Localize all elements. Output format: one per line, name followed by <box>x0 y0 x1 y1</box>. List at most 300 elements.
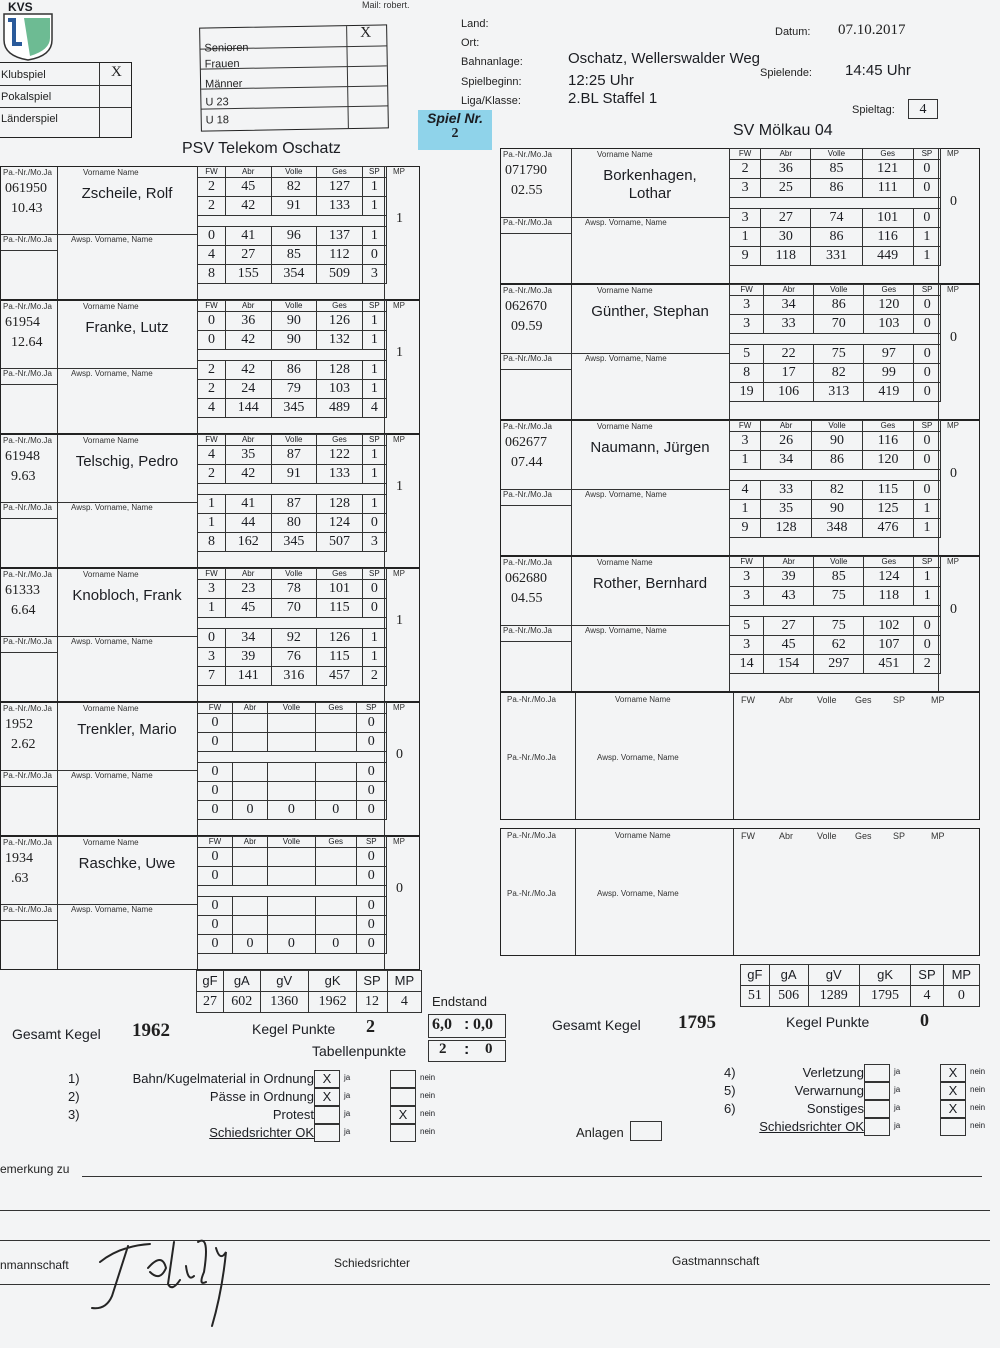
home-score-cell[interactable]: 4 <box>198 399 226 418</box>
home-score-cell[interactable]: 91 <box>271 197 317 216</box>
guest-score-cell[interactable]: 118 <box>864 587 914 606</box>
check-ja-box[interactable] <box>314 1106 340 1124</box>
guest-score-cell[interactable]: 75 <box>814 587 864 606</box>
guest-score-cell[interactable]: 1 <box>913 519 940 538</box>
home-score-cell[interactable]: 2 <box>198 465 226 484</box>
guest-sum-gk[interactable]: 1795 <box>859 986 910 1007</box>
home-sum-sp[interactable]: 12 <box>357 992 388 1013</box>
home-score-cell[interactable]: 0 <box>356 801 386 820</box>
guest-score-cell[interactable]: 8 <box>730 364 764 383</box>
home-kegel-punkte-value[interactable]: 2 <box>366 1016 375 1036</box>
home-pa-number-2[interactable]: 9.63 <box>11 469 36 484</box>
guest-score-cell[interactable]: 74 <box>811 209 862 228</box>
guest-score-cell[interactable]: 3 <box>730 296 764 315</box>
home-score-cell[interactable] <box>315 763 356 782</box>
home-mp-value[interactable]: 1 <box>396 479 403 495</box>
check-ja-box[interactable] <box>864 1118 890 1136</box>
guest-score-cell[interactable]: 121 <box>862 160 913 179</box>
home-pa-number-2[interactable]: 2.62 <box>11 737 36 752</box>
check-nein-box[interactable]: X <box>940 1064 966 1082</box>
guest-score-cell[interactable]: 5 <box>730 345 764 364</box>
guest-score-cell[interactable]: 451 <box>864 655 914 674</box>
home-score-cell[interactable]: 41 <box>225 495 271 514</box>
home-score-cell[interactable]: 345 <box>271 399 317 418</box>
home-score-cell[interactable]: 0 <box>198 782 233 801</box>
home-mp-value[interactable]: 0 <box>396 881 403 897</box>
home-score-cell[interactable] <box>232 763 267 782</box>
bahnanlage-value[interactable]: Oschatz, Wellerswalder Weg <box>568 50 761 67</box>
home-score-cell[interactable]: 0 <box>362 514 386 533</box>
guest-score-cell[interactable]: 27 <box>764 617 814 636</box>
home-score-cell[interactable]: 1 <box>362 312 386 331</box>
home-pa-number[interactable]: 61954 <box>5 315 40 330</box>
guest-score-cell[interactable]: 0 <box>913 451 940 470</box>
home-score-cell[interactable]: 144 <box>225 399 271 418</box>
home-score-cell[interactable]: 0 <box>198 935 233 954</box>
home-score-cell[interactable]: 0 <box>232 935 267 954</box>
home-score-cell[interactable]: 124 <box>317 514 363 533</box>
guest-mp-value[interactable]: 0 <box>950 193 957 209</box>
home-score-cell[interactable]: 0 <box>198 714 233 733</box>
home-score-cell[interactable]: 80 <box>271 514 317 533</box>
check-nein-box[interactable]: X <box>940 1100 966 1118</box>
home-score-cell[interactable]: 1 <box>362 361 386 380</box>
home-score-cell[interactable]: 0 <box>356 733 386 752</box>
home-score-cell[interactable]: 35 <box>225 446 271 465</box>
guest-score-cell[interactable]: 97 <box>864 345 914 364</box>
home-mp-value[interactable]: 1 <box>396 613 403 629</box>
home-score-cell[interactable]: 507 <box>317 533 363 552</box>
home-score-cell[interactable]: 128 <box>317 495 363 514</box>
guest-score-cell[interactable]: 75 <box>814 345 864 364</box>
home-pa-number[interactable]: 1934 <box>5 851 33 866</box>
guest-kegel-punkte-value[interactable]: 0 <box>920 1010 929 1030</box>
guest-mp-value[interactable]: 0 <box>950 465 957 481</box>
guest-score-cell[interactable]: 476 <box>862 519 913 538</box>
guest-score-cell[interactable]: 0 <box>914 617 941 636</box>
guest-score-cell[interactable]: 9 <box>730 247 761 266</box>
home-score-cell[interactable]: 0 <box>356 897 386 916</box>
home-score-cell[interactable]: 0 <box>362 580 386 599</box>
guest-score-cell[interactable]: 419 <box>864 383 914 402</box>
guest-score-cell[interactable]: 1 <box>913 500 940 519</box>
home-score-cell[interactable]: 316 <box>271 667 317 686</box>
guest-player-name[interactable]: Naumann, Jürgen <box>590 439 710 456</box>
guest-score-cell[interactable]: 39 <box>764 568 814 587</box>
home-score-cell[interactable]: 1 <box>362 331 386 350</box>
guest-player-name[interactable]: Borkenhagen, <box>603 167 697 184</box>
home-player-name[interactable]: Zscheile, Rolf <box>81 185 173 202</box>
home-score-cell[interactable]: 0 <box>356 763 386 782</box>
home-mp-value[interactable]: 1 <box>396 345 403 361</box>
home-score-cell[interactable]: 82 <box>271 178 317 197</box>
guest-score-cell[interactable]: 1 <box>913 247 940 266</box>
home-score-cell[interactable]: 126 <box>317 312 363 331</box>
home-score-cell[interactable] <box>315 916 356 935</box>
guest-score-cell[interactable]: 116 <box>862 228 913 247</box>
home-score-cell[interactable]: 0 <box>198 763 233 782</box>
guest-player-name[interactable]: Günther, Stephan <box>591 303 709 320</box>
guest-pa-number[interactable]: 062680 <box>505 571 547 586</box>
home-score-cell[interactable]: 0 <box>315 935 356 954</box>
home-score-cell[interactable] <box>232 916 267 935</box>
guest-pa-number[interactable]: 062670 <box>505 299 547 314</box>
guest-score-cell[interactable]: 125 <box>862 500 913 519</box>
home-score-cell[interactable]: 0 <box>356 935 386 954</box>
spieltag-box[interactable] <box>908 99 938 119</box>
guest-score-cell[interactable]: 0 <box>914 315 941 334</box>
cat-senioren-mark[interactable]: X <box>360 24 372 41</box>
home-score-cell[interactable]: 133 <box>317 465 363 484</box>
home-score-cell[interactable]: 115 <box>317 599 363 618</box>
home-score-cell[interactable]: 70 <box>271 599 317 618</box>
home-sum-ga[interactable]: 602 <box>223 992 260 1013</box>
home-score-cell[interactable]: 42 <box>225 465 271 484</box>
home-score-cell[interactable]: 2 <box>362 667 386 686</box>
guest-score-cell[interactable]: 34 <box>761 451 812 470</box>
home-score-cell[interactable]: 45 <box>225 599 271 618</box>
guest-score-cell[interactable]: 2 <box>730 160 761 179</box>
home-pa-number-2[interactable]: 10.43 <box>11 201 43 216</box>
guest-score-cell[interactable]: 90 <box>812 500 863 519</box>
home-score-cell[interactable] <box>268 782 316 801</box>
guest-score-cell[interactable]: 106 <box>764 383 814 402</box>
guest-score-cell[interactable]: 3 <box>730 587 764 606</box>
guest-score-cell[interactable]: 0 <box>913 209 940 228</box>
guest-score-cell[interactable]: 124 <box>864 568 914 587</box>
guest-score-cell[interactable]: 120 <box>864 296 914 315</box>
tp-guest[interactable]: 0 <box>485 1041 493 1057</box>
home-pa-number[interactable]: 1952 <box>5 717 33 732</box>
home-player-name[interactable]: Raschke, Uwe <box>78 855 176 872</box>
home-sum-gf[interactable]: 27 <box>197 992 224 1013</box>
guest-score-cell[interactable]: 313 <box>814 383 864 402</box>
home-score-cell[interactable] <box>268 848 316 867</box>
home-score-cell[interactable]: 457 <box>317 667 363 686</box>
endstand-home[interactable]: 6,0 <box>432 1016 452 1033</box>
home-score-cell[interactable] <box>315 733 356 752</box>
home-score-cell[interactable]: 0 <box>356 916 386 935</box>
check-ja-box[interactable]: X <box>314 1070 340 1088</box>
check-nein-box[interactable] <box>390 1124 416 1142</box>
guest-score-cell[interactable]: 0 <box>914 345 941 364</box>
home-score-cell[interactable]: 137 <box>317 227 363 246</box>
check-ja-box[interactable] <box>864 1100 890 1118</box>
home-score-cell[interactable]: 87 <box>271 446 317 465</box>
guest-score-cell[interactable]: 297 <box>814 655 864 674</box>
guest-score-cell[interactable]: 3 <box>730 209 761 228</box>
home-pa-number[interactable]: 61333 <box>5 583 40 598</box>
home-score-cell[interactable]: 78 <box>271 580 317 599</box>
home-score-cell[interactable]: 24 <box>225 380 271 399</box>
home-score-cell[interactable]: 39 <box>225 648 271 667</box>
guest-score-cell[interactable]: 86 <box>812 451 863 470</box>
home-score-cell[interactable]: 92 <box>271 629 317 648</box>
guest-score-cell[interactable]: 43 <box>764 587 814 606</box>
home-score-cell[interactable]: 489 <box>317 399 363 418</box>
home-score-cell[interactable]: 85 <box>271 246 317 265</box>
home-score-cell[interactable]: 0 <box>356 714 386 733</box>
home-score-cell[interactable]: 345 <box>271 533 317 552</box>
guest-score-cell[interactable]: 33 <box>761 481 812 500</box>
home-score-cell[interactable]: 86 <box>271 361 317 380</box>
home-score-cell[interactable]: 42 <box>225 197 271 216</box>
home-score-cell[interactable]: 2 <box>198 380 226 399</box>
endstand-guest[interactable]: 0,0 <box>473 1016 493 1033</box>
home-score-cell[interactable]: 23 <box>225 580 271 599</box>
guest-score-cell[interactable]: 0 <box>913 432 940 451</box>
home-score-cell[interactable]: 0 <box>268 801 316 820</box>
home-score-cell[interactable] <box>315 848 356 867</box>
guest-score-cell[interactable]: 3 <box>730 432 761 451</box>
home-score-cell[interactable]: 509 <box>317 265 363 284</box>
guest-score-cell[interactable]: 3 <box>730 636 764 655</box>
home-score-cell[interactable]: 0 <box>356 848 386 867</box>
home-score-cell[interactable]: 0 <box>198 867 233 886</box>
home-score-cell[interactable]: 141 <box>225 667 271 686</box>
home-pa-number[interactable]: 061950 <box>5 181 47 196</box>
guest-score-cell[interactable]: 0 <box>913 481 940 500</box>
home-score-cell[interactable]: 1 <box>198 514 226 533</box>
home-score-cell[interactable]: 0 <box>198 916 233 935</box>
guest-score-cell[interactable]: 27 <box>761 209 811 228</box>
home-score-cell[interactable]: 1 <box>362 380 386 399</box>
home-score-cell[interactable]: 90 <box>271 312 317 331</box>
home-score-cell[interactable] <box>268 763 316 782</box>
home-gesamt-value[interactable]: 1962 <box>132 1020 170 1041</box>
guest-sum-gf[interactable]: 51 <box>741 986 770 1007</box>
guest-score-cell[interactable]: 107 <box>864 636 914 655</box>
guest-pa-number-2[interactable]: 09.59 <box>511 319 543 334</box>
home-score-cell[interactable] <box>232 714 267 733</box>
guest-score-cell[interactable]: 5 <box>730 617 764 636</box>
guest-sum-ga[interactable]: 506 <box>769 986 808 1007</box>
guest-score-cell[interactable]: 90 <box>812 432 863 451</box>
guest-score-cell[interactable]: 85 <box>814 568 864 587</box>
home-score-cell[interactable]: 1 <box>362 495 386 514</box>
home-score-cell[interactable]: 0 <box>198 629 226 648</box>
guest-score-cell[interactable]: 154 <box>764 655 814 674</box>
home-score-cell[interactable]: 354 <box>271 265 317 284</box>
check-ja-box[interactable] <box>864 1064 890 1082</box>
guest-score-cell[interactable]: 3 <box>730 568 764 587</box>
home-score-cell[interactable]: 0 <box>198 227 226 246</box>
home-score-cell[interactable]: 4 <box>362 399 386 418</box>
guest-score-cell[interactable]: 101 <box>862 209 913 228</box>
home-score-cell[interactable]: 122 <box>317 446 363 465</box>
home-score-cell[interactable]: 1 <box>362 629 386 648</box>
guest-score-cell[interactable]: 62 <box>814 636 864 655</box>
home-score-cell[interactable] <box>232 848 267 867</box>
home-sum-gv[interactable]: 1360 <box>260 992 308 1013</box>
home-score-cell[interactable] <box>268 897 316 916</box>
home-score-cell[interactable]: 0 <box>198 312 226 331</box>
home-score-cell[interactable]: 0 <box>198 331 226 350</box>
guest-score-cell[interactable]: 120 <box>862 451 913 470</box>
home-score-cell[interactable]: 2 <box>198 197 226 216</box>
home-score-cell[interactable]: 0 <box>198 848 233 867</box>
check-nein-box[interactable]: X <box>940 1082 966 1100</box>
guest-score-cell[interactable]: 128 <box>761 519 812 538</box>
home-score-cell[interactable]: 4 <box>198 246 226 265</box>
home-score-cell[interactable]: 0 <box>232 801 267 820</box>
guest-score-cell[interactable]: 103 <box>864 315 914 334</box>
home-score-cell[interactable] <box>268 867 316 886</box>
check-nein-box[interactable] <box>390 1088 416 1106</box>
home-pa-number[interactable]: 61948 <box>5 449 40 464</box>
guest-score-cell[interactable]: 86 <box>814 296 864 315</box>
guest-score-cell[interactable]: 86 <box>811 228 862 247</box>
guest-score-cell[interactable]: 86 <box>811 179 862 198</box>
guest-score-cell[interactable]: 19 <box>730 383 764 402</box>
home-score-cell[interactable]: 2 <box>198 178 226 197</box>
guest-score-cell[interactable]: 36 <box>761 160 811 179</box>
home-score-cell[interactable]: 0 <box>356 867 386 886</box>
guest-score-cell[interactable]: 17 <box>764 364 814 383</box>
home-score-cell[interactable]: 1 <box>198 495 226 514</box>
liga-value[interactable]: 2.BL Staffel 1 <box>568 90 658 107</box>
home-score-cell[interactable]: 79 <box>271 380 317 399</box>
guest-score-cell[interactable]: 116 <box>862 432 913 451</box>
check-nein-box[interactable]: X <box>390 1106 416 1124</box>
guest-score-cell[interactable]: 82 <box>814 364 864 383</box>
guest-score-cell[interactable]: 1 <box>914 587 941 606</box>
guest-sum-gv[interactable]: 1289 <box>808 986 859 1007</box>
home-player-name[interactable]: Telschig, Pedro <box>75 453 179 470</box>
guest-score-cell[interactable]: 449 <box>862 247 913 266</box>
home-score-cell[interactable]: 155 <box>225 265 271 284</box>
home-score-cell[interactable]: 27 <box>225 246 271 265</box>
home-score-cell[interactable] <box>315 782 356 801</box>
guest-score-cell[interactable]: 99 <box>864 364 914 383</box>
guest-score-cell[interactable]: 1 <box>913 228 940 247</box>
guest-score-cell[interactable]: 25 <box>761 179 811 198</box>
guest-score-cell[interactable]: 1 <box>730 228 761 247</box>
home-score-cell[interactable]: 8 <box>198 533 226 552</box>
home-score-cell[interactable]: 8 <box>198 265 226 284</box>
home-score-cell[interactable]: 45 <box>225 178 271 197</box>
home-score-cell[interactable]: 1 <box>362 227 386 246</box>
check-ja-box[interactable] <box>314 1124 340 1142</box>
check-ja-box[interactable] <box>864 1082 890 1100</box>
home-score-cell[interactable] <box>232 867 267 886</box>
home-score-cell[interactable]: 3 <box>198 580 226 599</box>
tp-home[interactable]: 2 <box>439 1041 447 1057</box>
home-score-cell[interactable]: 0 <box>198 801 233 820</box>
guest-sum-mp[interactable]: 0 <box>943 986 979 1007</box>
home-score-cell[interactable]: 2 <box>198 361 226 380</box>
home-score-cell[interactable]: 162 <box>225 533 271 552</box>
guest-pa-number[interactable]: 071790 <box>505 163 547 178</box>
home-score-cell[interactable] <box>232 782 267 801</box>
guest-score-cell[interactable]: 1 <box>914 568 941 587</box>
check-nein-box[interactable] <box>940 1118 966 1136</box>
home-score-cell[interactable]: 1 <box>362 446 386 465</box>
home-score-cell[interactable]: 126 <box>317 629 363 648</box>
spielbeginn-value[interactable]: 12:25 Uhr <box>568 72 634 89</box>
guest-score-cell[interactable]: 35 <box>761 500 812 519</box>
home-score-cell[interactable]: 96 <box>271 227 317 246</box>
guest-score-cell[interactable]: 26 <box>761 432 812 451</box>
home-score-cell[interactable]: 1 <box>362 197 386 216</box>
guest-score-cell[interactable]: 0 <box>913 179 940 198</box>
home-score-cell[interactable]: 1 <box>198 599 226 618</box>
home-score-cell[interactable]: 7 <box>198 667 226 686</box>
home-score-cell[interactable]: 3 <box>362 533 386 552</box>
home-score-cell[interactable]: 127 <box>317 178 363 197</box>
guest-score-cell[interactable]: 331 <box>811 247 862 266</box>
guest-mp-value[interactable]: 0 <box>950 329 957 345</box>
home-score-cell[interactable]: 4 <box>198 446 226 465</box>
guest-gesamt-value[interactable]: 1795 <box>678 1012 716 1033</box>
home-score-cell[interactable]: 0 <box>315 801 356 820</box>
guest-score-cell[interactable]: 4 <box>730 481 761 500</box>
home-score-cell[interactable]: 133 <box>317 197 363 216</box>
home-score-cell[interactable]: 87 <box>271 495 317 514</box>
home-pa-number-2[interactable]: .63 <box>11 871 29 886</box>
home-mp-value[interactable]: 1 <box>396 211 403 227</box>
home-score-cell[interactable]: 44 <box>225 514 271 533</box>
home-score-cell[interactable]: 132 <box>317 331 363 350</box>
home-score-cell[interactable]: 41 <box>225 227 271 246</box>
guest-score-cell[interactable]: 0 <box>914 636 941 655</box>
guest-score-cell[interactable]: 2 <box>914 655 941 674</box>
home-player-name[interactable]: Franke, Lutz <box>85 319 169 336</box>
home-score-cell[interactable]: 0 <box>268 935 316 954</box>
check-ja-box[interactable]: X <box>314 1088 340 1106</box>
guest-score-cell[interactable]: 1 <box>730 451 761 470</box>
guest-score-cell[interactable]: 111 <box>862 179 913 198</box>
home-score-cell[interactable] <box>268 714 316 733</box>
home-pa-number-2[interactable]: 6.64 <box>11 603 36 618</box>
guest-score-cell[interactable]: 70 <box>814 315 864 334</box>
guest-score-cell[interactable]: 45 <box>764 636 814 655</box>
home-score-cell[interactable]: 42 <box>225 361 271 380</box>
anlagen-box[interactable] <box>630 1121 662 1141</box>
home-score-cell[interactable]: 0 <box>198 733 233 752</box>
home-score-cell[interactable] <box>315 714 356 733</box>
guest-score-cell[interactable]: 0 <box>914 364 941 383</box>
guest-score-cell[interactable]: 82 <box>812 481 863 500</box>
guest-score-cell[interactable]: 348 <box>812 519 863 538</box>
home-player-name[interactable]: Trenkler, Mario <box>77 721 177 738</box>
spielende-value[interactable]: 14:45 Uhr <box>845 62 911 79</box>
guest-player-name[interactable]: Rother, Bernhard <box>592 575 708 592</box>
home-score-cell[interactable]: 90 <box>271 331 317 350</box>
home-player-name[interactable]: Knobloch, Frank <box>72 587 182 604</box>
guest-score-cell[interactable]: 115 <box>862 481 913 500</box>
home-score-cell[interactable]: 128 <box>317 361 363 380</box>
home-score-cell[interactable]: 34 <box>225 629 271 648</box>
guest-score-cell[interactable]: 3 <box>730 315 764 334</box>
cat-klubspiel-mark[interactable]: X <box>111 64 122 80</box>
home-pa-number-2[interactable]: 12.64 <box>11 335 43 350</box>
guest-score-cell[interactable]: 30 <box>761 228 811 247</box>
guest-score-cell[interactable]: 22 <box>764 345 814 364</box>
guest-score-cell[interactable]: 1 <box>730 500 761 519</box>
guest-player-name-2[interactable]: Lothar <box>628 185 672 202</box>
guest-pa-number-2[interactable]: 07.44 <box>511 455 543 470</box>
guest-pa-number-2[interactable]: 04.55 <box>511 591 543 606</box>
home-score-cell[interactable] <box>315 867 356 886</box>
home-score-cell[interactable]: 0 <box>362 246 386 265</box>
home-mp-value[interactable]: 0 <box>396 747 403 763</box>
guest-score-cell[interactable]: 118 <box>761 247 811 266</box>
home-score-cell[interactable]: 76 <box>271 648 317 667</box>
guest-score-cell[interactable]: 0 <box>914 296 941 315</box>
home-score-cell[interactable]: 112 <box>317 246 363 265</box>
home-score-cell[interactable]: 0 <box>198 897 233 916</box>
